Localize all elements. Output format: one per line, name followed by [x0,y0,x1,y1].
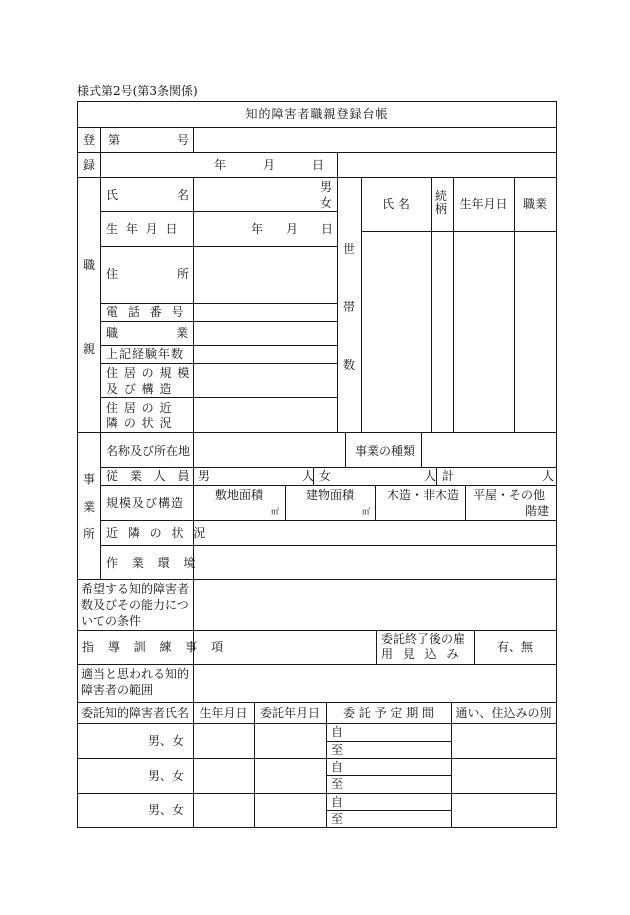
occupation-label: 職 業 [106,326,188,340]
grid-line [514,177,515,432]
grid-line [254,702,255,828]
employees-female-unit: 人 [424,469,437,483]
grid-line [77,723,557,724]
grid-line [100,211,337,212]
birth-label: 生 年 月 日 [106,222,180,236]
neighborhood-field[interactable] [193,520,556,545]
grid-line [77,827,557,828]
grid-line [431,177,432,432]
employment-option[interactable]: 有、無 [496,640,533,654]
construction-option[interactable]: 木造・非木造 [387,488,460,502]
grid-line [193,702,194,828]
grid-line [361,177,362,432]
grid-line [326,810,451,811]
occupation-field[interactable] [193,321,337,345]
experience-field[interactable] [193,345,337,363]
employees-label: 従 業 人 員 [106,469,194,483]
address-label-a: 住 [106,267,119,281]
building-area-label: 建物面積 [306,488,355,502]
environment-label: 作 業 環 境 [106,556,201,570]
grid-line [345,432,346,467]
residence-near-2: 隣 の 状 況 [106,416,173,430]
desired-label-1: 希望する知的障害者 [81,582,190,596]
residence-scale-1: 住 居 の 規 模 [106,366,191,380]
suitable-label-2: 障害者の範囲 [81,683,154,697]
employees-male-unit: 人 [302,469,315,483]
household-label-3: 数 [343,358,356,372]
grid-line [326,775,451,776]
grid-line [285,485,286,520]
reg-month: 月 [263,158,276,172]
grid-line [465,485,466,520]
form-number: 様式第2号(第3条関係) [77,84,198,98]
col-entrusted-name: 委託知的障害者氏名 [80,706,189,720]
residence-near-1: 住 居 の 近 [106,401,173,415]
training-label: 指 導 訓 練 事 項 [82,640,229,654]
grid-line [326,741,451,742]
business-name-field[interactable] [193,432,345,467]
birth-month: 月 [286,222,299,236]
period-from: 自 [331,795,344,809]
period-from: 自 [331,760,344,774]
period-to: 至 [331,812,344,826]
address-label-b: 所 [177,267,190,281]
col-birth-date: 生年月日 [199,706,248,720]
reg-number-suffix: 号 [177,133,190,147]
employees-total-unit: 人 [542,469,555,483]
training-field[interactable] [193,630,376,664]
household-col-birth: 生年月日 [459,197,508,211]
registration-number-field[interactable] [193,127,556,152]
grid-line [100,467,557,468]
address-field[interactable] [193,246,337,303]
col-planned-period: 委 託 予 定 期 間 [342,706,435,720]
employees-female: 女 [319,469,332,483]
grid-line [337,177,338,432]
grid-line [77,702,557,703]
period-from: 自 [331,725,344,739]
reg-year: 年 [214,158,227,172]
row-sex-option[interactable]: 男、女 [148,734,185,748]
suitable-range-field[interactable] [193,664,556,702]
col-entrust-date: 委託年月日 [259,706,320,720]
grid-line [337,152,338,177]
section-label-registration-1: 登 [83,133,96,147]
reg-number-prefix: 第 [108,133,121,147]
desired-conditions-field[interactable] [193,579,556,630]
household-col-relation: 続柄 [435,189,448,216]
employment-label-1: 委託終了後の雇 [381,632,466,646]
site-area-unit: ㎡ [271,507,279,516]
floors-option[interactable]: 平屋・その他 [473,488,546,502]
col-commute-type: 通い、住込みの別 [455,706,552,720]
section-label-parent-top: 職 [83,258,96,272]
section-label-business-3: 所 [83,527,96,541]
household-col-name: 氏 名 [382,197,410,211]
parent-name-field[interactable] [193,177,317,211]
birth-day: 日 [321,222,334,236]
site-area-label: 敷地面積 [215,488,264,502]
period-to: 至 [331,743,344,757]
grid-line [77,758,557,759]
section-label-business-2: 業 [83,500,96,514]
residence-scale-2: 及 び 構 造 [106,382,173,396]
employees-male: 男 [198,469,211,483]
phone-label: 電 話 番 号 [106,305,187,319]
scale-label: 規模及び構造 [106,496,185,510]
grid-line [376,630,377,664]
grid-line [326,702,327,828]
grid-line [100,363,337,364]
floors-unit: 階建 [525,504,550,518]
desired-label-3: いての条件 [81,614,142,628]
grid-line [375,485,376,520]
household-col-occupation: 職業 [522,197,547,211]
page-title: 知的障害者職親登録台帳 [245,107,389,121]
business-type-label: 事業の種類 [355,444,416,458]
experience-label: 上記経験年数 [106,347,185,361]
sex-male-option[interactable]: 男 [320,180,333,194]
section-label-business-1: 事 [83,472,96,486]
grid-line [100,397,337,398]
grid-line [100,127,101,177]
section-label-parent-bottom: 親 [83,342,96,356]
suitable-label-1: 適当と思われる知的 [81,667,190,681]
grid-line [77,793,557,794]
period-to: 至 [331,777,344,791]
section-label-registration-2: 録 [83,158,96,172]
household-label-2: 帯 [343,300,356,314]
birth-year: 年 [251,222,264,236]
row-sex-option[interactable]: 男、女 [148,803,185,817]
grid-line [77,152,557,153]
grid-line [100,485,557,486]
desired-label-2: 数及びその能力につ [81,598,189,612]
employees-total: 計 [442,469,455,483]
household-label-1: 世 [343,242,356,256]
name-label-a: 氏 [106,188,119,202]
grid-line [453,177,454,432]
phone-field[interactable] [193,303,337,321]
grid-line [556,101,557,828]
grid-line [451,702,452,828]
reg-day: 日 [312,158,325,172]
name-address-label: 名称及び所在地 [106,444,191,458]
employment-label-2: 用 見 込 み [381,647,462,661]
grid-line [436,467,437,485]
grid-line [77,101,557,102]
grid-line [100,432,101,579]
sex-female-option[interactable]: 女 [320,196,333,210]
grid-line [77,177,557,178]
grid-line [100,177,101,432]
row-sex-option[interactable]: 男、女 [148,769,185,783]
grid-line [361,231,557,232]
name-label-b: 名 [177,188,190,202]
environment-field[interactable] [193,545,556,579]
business-type-field[interactable] [421,432,556,467]
neighborhood-label: 近 隣 の 状 況 [106,526,209,540]
building-area-unit: ㎡ [362,507,370,516]
